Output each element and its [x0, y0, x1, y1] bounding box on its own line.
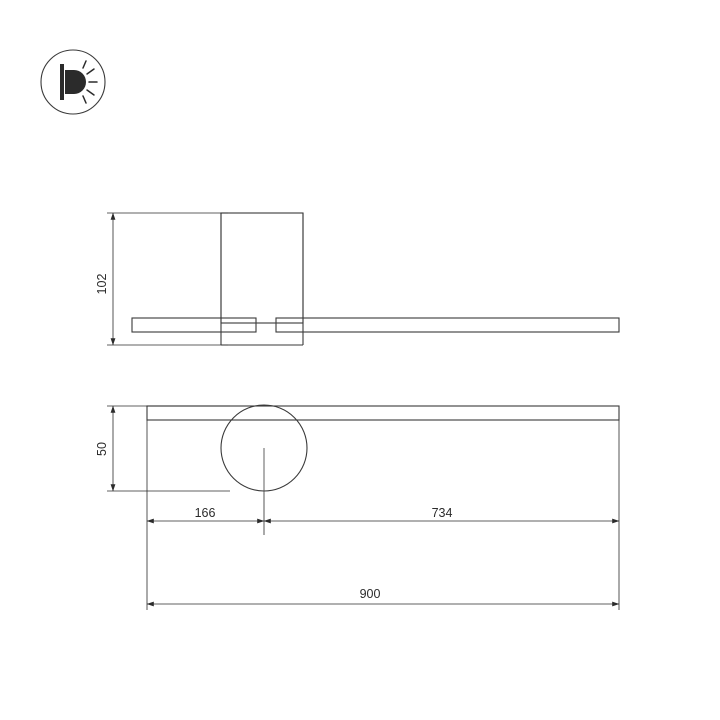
dimension-50: [95, 406, 230, 491]
dimension-166-label: 166: [194, 506, 216, 520]
dimension-166: [147, 506, 264, 521]
dimension-102-label: 102: [95, 273, 109, 295]
front-view-geometry: [132, 213, 619, 345]
wall-light-icon: [41, 50, 105, 114]
top-view-geometry: [147, 405, 619, 493]
extension-lines-horizontal: [147, 420, 619, 610]
dimension-900-label: 900: [359, 587, 381, 601]
dimension-102: [95, 213, 228, 345]
dimension-734: [264, 506, 619, 521]
dimension-734-label: 734: [431, 506, 453, 520]
dimension-900: [147, 587, 619, 604]
dimension-50-label: 50: [95, 442, 109, 456]
